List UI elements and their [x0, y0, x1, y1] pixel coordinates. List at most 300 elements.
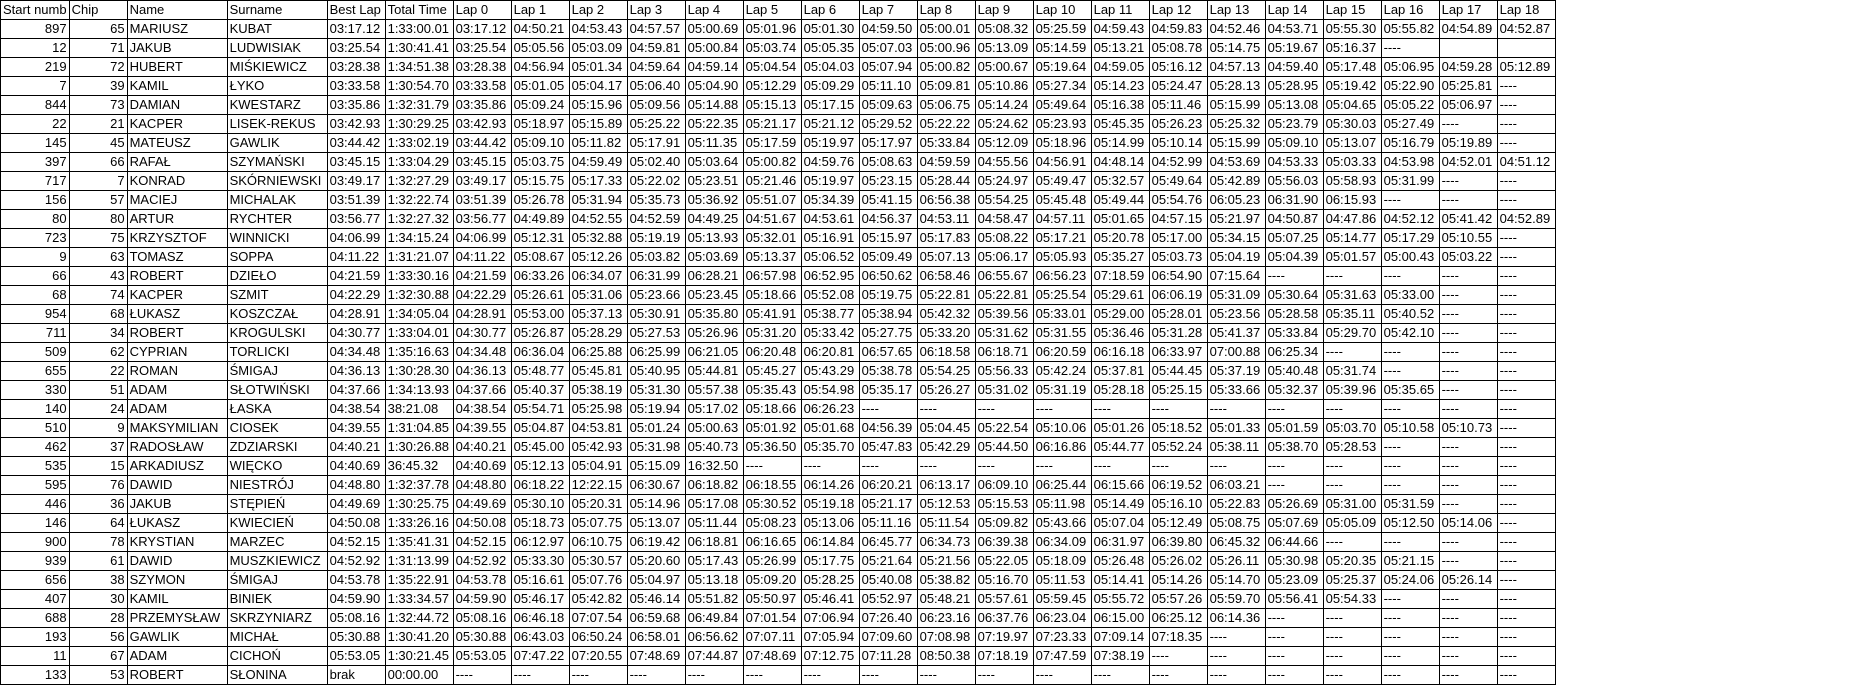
- cell-name[interactable]: KACPER: [127, 286, 227, 305]
- cell-start-number[interactable]: 897: [1, 20, 70, 39]
- cell-start-number[interactable]: 397: [1, 153, 70, 172]
- cell-lap-2[interactable]: 04:59.49: [569, 153, 627, 172]
- cell-lap-12[interactable]: ----: [1149, 457, 1207, 476]
- cell-lap-13[interactable]: 05:59.70: [1207, 590, 1265, 609]
- header-cell-lap-9[interactable]: Lap 9: [975, 1, 1033, 20]
- cell-lap-1[interactable]: 05:05.56: [511, 39, 569, 58]
- cell-lap-0[interactable]: 04:37.66: [453, 381, 511, 400]
- cell-lap-6[interactable]: 05:04.03: [801, 58, 859, 77]
- cell-lap-0[interactable]: 04:11.22: [453, 248, 511, 267]
- cell-lap-14[interactable]: ----: [1265, 476, 1323, 495]
- cell-lap-14[interactable]: 05:23.09: [1265, 571, 1323, 590]
- cell-lap-2[interactable]: 04:53.43: [569, 20, 627, 39]
- cell-lap-6[interactable]: ----: [801, 666, 859, 685]
- cell-lap-15[interactable]: 05:17.48: [1323, 58, 1381, 77]
- cell-total-time[interactable]: 1:34:13.93: [385, 381, 453, 400]
- cell-total-time[interactable]: 1:33:26.16: [385, 514, 453, 533]
- cell-lap-18[interactable]: ----: [1497, 590, 1555, 609]
- cell-lap-10[interactable]: 05:42.24: [1033, 362, 1091, 381]
- cell-lap-2[interactable]: 05:30.57: [569, 552, 627, 571]
- cell-lap-3[interactable]: 06:59.68: [627, 609, 685, 628]
- cell-lap-17[interactable]: ----: [1439, 533, 1497, 552]
- cell-name[interactable]: DAMIAN: [127, 96, 227, 115]
- cell-lap-4[interactable]: 05:13.18: [685, 571, 743, 590]
- cell-lap-13[interactable]: 05:14.75: [1207, 39, 1265, 58]
- cell-start-number[interactable]: 7: [1, 77, 70, 96]
- cell-lap-7[interactable]: 05:35.17: [859, 381, 917, 400]
- cell-lap-13[interactable]: 05:42.89: [1207, 172, 1265, 191]
- cell-total-time[interactable]: 1:32:27.32: [385, 210, 453, 229]
- cell-lap-3[interactable]: 06:19.42: [627, 533, 685, 552]
- cell-lap-4[interactable]: 04:49.25: [685, 210, 743, 229]
- cell-lap-15[interactable]: 05:19.42: [1323, 77, 1381, 96]
- header-cell-lap-6[interactable]: Lap 6: [801, 1, 859, 20]
- cell-lap-9[interactable]: 06:37.76: [975, 609, 1033, 628]
- cell-total-time[interactable]: 1:30:41.20: [385, 628, 453, 647]
- cell-total-time[interactable]: 1:35:41.31: [385, 533, 453, 552]
- cell-lap-3[interactable]: 06:30.67: [627, 476, 685, 495]
- cell-lap-1[interactable]: 05:30.10: [511, 495, 569, 514]
- cell-name[interactable]: KAMIL: [127, 77, 227, 96]
- cell-lap-6[interactable]: 05:46.41: [801, 590, 859, 609]
- cell-lap-17[interactable]: ----: [1439, 400, 1497, 419]
- cell-surname[interactable]: MARZEC: [227, 533, 327, 552]
- cell-lap-3[interactable]: 06:58.01: [627, 628, 685, 647]
- cell-lap-3[interactable]: 05:14.96: [627, 495, 685, 514]
- cell-lap-16[interactable]: ----: [1381, 476, 1439, 495]
- cell-lap-1[interactable]: 05:18.97: [511, 115, 569, 134]
- cell-lap-10[interactable]: 05:33.01: [1033, 305, 1091, 324]
- cell-name[interactable]: GAWLIK: [127, 628, 227, 647]
- cell-best-lap[interactable]: 04:38.54: [327, 400, 385, 419]
- cell-lap-10[interactable]: 05:31.55: [1033, 324, 1091, 343]
- cell-total-time[interactable]: 1:31:13.99: [385, 552, 453, 571]
- cell-total-time[interactable]: 1:32:27.29: [385, 172, 453, 191]
- cell-lap-8[interactable]: ----: [917, 400, 975, 419]
- cell-lap-13[interactable]: ----: [1207, 647, 1265, 666]
- cell-surname[interactable]: MIŚKIEWICZ: [227, 58, 327, 77]
- cell-lap-17[interactable]: ----: [1439, 115, 1497, 134]
- cell-lap-14[interactable]: 05:32.37: [1265, 381, 1323, 400]
- cell-lap-17[interactable]: 04:54.89: [1439, 20, 1497, 39]
- cell-lap-6[interactable]: 05:19.97: [801, 172, 859, 191]
- cell-chip[interactable]: 71: [69, 39, 127, 58]
- header-cell-surname[interactable]: Surname: [227, 1, 327, 20]
- cell-chip[interactable]: 34: [69, 324, 127, 343]
- cell-lap-10[interactable]: 05:17.21: [1033, 229, 1091, 248]
- cell-chip[interactable]: 37: [69, 438, 127, 457]
- cell-lap-18[interactable]: ----: [1497, 533, 1555, 552]
- cell-lap-18[interactable]: ----: [1497, 96, 1555, 115]
- cell-lap-4[interactable]: 05:04.90: [685, 77, 743, 96]
- cell-start-number[interactable]: 656: [1, 571, 70, 590]
- header-cell-lap-3[interactable]: Lap 3: [627, 1, 685, 20]
- cell-chip[interactable]: 39: [69, 77, 127, 96]
- cell-lap-9[interactable]: 06:55.67: [975, 267, 1033, 286]
- cell-total-time[interactable]: 1:30:26.88: [385, 438, 453, 457]
- cell-best-lap[interactable]: 04:30.77: [327, 324, 385, 343]
- cell-lap-9[interactable]: 05:44.50: [975, 438, 1033, 457]
- cell-lap-4[interactable]: 06:18.81: [685, 533, 743, 552]
- cell-lap-9[interactable]: 05:39.56: [975, 305, 1033, 324]
- cell-lap-14[interactable]: 05:56.03: [1265, 172, 1323, 191]
- cell-lap-12[interactable]: 06:19.52: [1149, 476, 1207, 495]
- cell-lap-11[interactable]: 05:32.57: [1091, 172, 1149, 191]
- cell-best-lap[interactable]: 04:40.69: [327, 457, 385, 476]
- cell-lap-3[interactable]: 04:52.59: [627, 210, 685, 229]
- cell-lap-5[interactable]: 05:32.01: [743, 229, 801, 248]
- cell-lap-5[interactable]: 05:30.52: [743, 495, 801, 514]
- cell-lap-5[interactable]: 05:45.27: [743, 362, 801, 381]
- cell-lap-12[interactable]: 05:10.14: [1149, 134, 1207, 153]
- cell-lap-4[interactable]: 05:00.84: [685, 39, 743, 58]
- cell-lap-4[interactable]: ----: [685, 666, 743, 685]
- cell-lap-11[interactable]: 06:15.66: [1091, 476, 1149, 495]
- header-cell-chip[interactable]: Chip: [69, 1, 127, 20]
- cell-lap-10[interactable]: 05:27.34: [1033, 77, 1091, 96]
- cell-lap-7[interactable]: 05:38.78: [859, 362, 917, 381]
- cell-lap-11[interactable]: 05:01.26: [1091, 419, 1149, 438]
- cell-best-lap[interactable]: 04:53.78: [327, 571, 385, 590]
- cell-chip[interactable]: 72: [69, 58, 127, 77]
- cell-lap-15[interactable]: 05:03.70: [1323, 419, 1381, 438]
- cell-chip[interactable]: 57: [69, 191, 127, 210]
- cell-lap-9[interactable]: 05:56.33: [975, 362, 1033, 381]
- cell-total-time[interactable]: 00:00.00: [385, 666, 453, 685]
- cell-lap-10[interactable]: ----: [1033, 666, 1091, 685]
- cell-lap-4[interactable]: 05:40.73: [685, 438, 743, 457]
- cell-lap-13[interactable]: 05:23.56: [1207, 305, 1265, 324]
- cell-lap-7[interactable]: 06:20.21: [859, 476, 917, 495]
- cell-lap-1[interactable]: 05:26.87: [511, 324, 569, 343]
- cell-lap-16[interactable]: ----: [1381, 647, 1439, 666]
- cell-lap-12[interactable]: 05:18.52: [1149, 419, 1207, 438]
- cell-start-number[interactable]: 954: [1, 305, 70, 324]
- cell-lap-14[interactable]: 05:07.69: [1265, 514, 1323, 533]
- cell-lap-15[interactable]: 05:39.96: [1323, 381, 1381, 400]
- cell-lap-4[interactable]: 06:21.05: [685, 343, 743, 362]
- header-cell-lap-14[interactable]: Lap 14: [1265, 1, 1323, 20]
- cell-chip[interactable]: 36: [69, 495, 127, 514]
- cell-lap-1[interactable]: 06:46.18: [511, 609, 569, 628]
- cell-lap-0[interactable]: 04:30.77: [453, 324, 511, 343]
- cell-surname[interactable]: DZIEŁO: [227, 267, 327, 286]
- cell-lap-13[interactable]: 05:08.75: [1207, 514, 1265, 533]
- cell-lap-11[interactable]: 05:37.81: [1091, 362, 1149, 381]
- cell-lap-17[interactable]: ----: [1439, 381, 1497, 400]
- cell-lap-16[interactable]: ----: [1381, 666, 1439, 685]
- cell-chip[interactable]: 56: [69, 628, 127, 647]
- header-cell-lap-11[interactable]: Lap 11: [1091, 1, 1149, 20]
- cell-lap-12[interactable]: 05:24.47: [1149, 77, 1207, 96]
- cell-best-lap[interactable]: 05:08.16: [327, 609, 385, 628]
- cell-lap-12[interactable]: 05:26.02: [1149, 552, 1207, 571]
- cell-lap-7[interactable]: 07:09.60: [859, 628, 917, 647]
- cell-lap-2[interactable]: 05:45.81: [569, 362, 627, 381]
- cell-lap-7[interactable]: 04:59.50: [859, 20, 917, 39]
- cell-lap-13[interactable]: 05:15.99: [1207, 96, 1265, 115]
- cell-lap-15[interactable]: 05:55.30: [1323, 20, 1381, 39]
- cell-lap-15[interactable]: 05:20.35: [1323, 552, 1381, 571]
- cell-lap-6[interactable]: 05:17.75: [801, 552, 859, 571]
- cell-lap-10[interactable]: 06:25.44: [1033, 476, 1091, 495]
- cell-lap-11[interactable]: 05:49.44: [1091, 191, 1149, 210]
- cell-total-time[interactable]: 1:32:22.74: [385, 191, 453, 210]
- cell-surname[interactable]: SOPPA: [227, 248, 327, 267]
- cell-lap-4[interactable]: 05:51.82: [685, 590, 743, 609]
- header-cell-lap-8[interactable]: Lap 8: [917, 1, 975, 20]
- cell-lap-12[interactable]: ----: [1149, 666, 1207, 685]
- cell-lap-0[interactable]: 03:51.39: [453, 191, 511, 210]
- cell-start-number[interactable]: 140: [1, 400, 70, 419]
- cell-lap-14[interactable]: 04:59.40: [1265, 58, 1323, 77]
- cell-lap-16[interactable]: 05:55.82: [1381, 20, 1439, 39]
- cell-start-number[interactable]: 655: [1, 362, 70, 381]
- cell-lap-9[interactable]: 07:18.19: [975, 647, 1033, 666]
- cell-lap-1[interactable]: 05:09.24: [511, 96, 569, 115]
- cell-best-lap[interactable]: 04:50.08: [327, 514, 385, 533]
- cell-lap-10[interactable]: ----: [1033, 400, 1091, 419]
- cell-lap-2[interactable]: 05:12.26: [569, 248, 627, 267]
- cell-lap-5[interactable]: 05:15.13: [743, 96, 801, 115]
- cell-lap-1[interactable]: 06:36.04: [511, 343, 569, 362]
- cell-lap-8[interactable]: 06:18.58: [917, 343, 975, 362]
- cell-start-number[interactable]: 11: [1, 647, 70, 666]
- cell-lap-0[interactable]: 05:08.16: [453, 609, 511, 628]
- cell-lap-10[interactable]: 06:56.23: [1033, 267, 1091, 286]
- cell-lap-6[interactable]: 05:33.42: [801, 324, 859, 343]
- cell-lap-10[interactable]: 04:57.11: [1033, 210, 1091, 229]
- cell-lap-3[interactable]: 05:19.19: [627, 229, 685, 248]
- cell-lap-15[interactable]: ----: [1323, 343, 1381, 362]
- cell-lap-17[interactable]: ----: [1439, 191, 1497, 210]
- cell-chip[interactable]: 30: [69, 590, 127, 609]
- cell-lap-5[interactable]: 06:18.55: [743, 476, 801, 495]
- cell-name[interactable]: MATEUSZ: [127, 134, 227, 153]
- cell-lap-6[interactable]: 06:52.95: [801, 267, 859, 286]
- cell-lap-13[interactable]: 06:14.36: [1207, 609, 1265, 628]
- cell-name[interactable]: KRYSTIAN: [127, 533, 227, 552]
- cell-lap-8[interactable]: 05:38.82: [917, 571, 975, 590]
- cell-lap-8[interactable]: 06:56.38: [917, 191, 975, 210]
- cell-lap-15[interactable]: 05:04.65: [1323, 96, 1381, 115]
- cell-lap-12[interactable]: 05:28.01: [1149, 305, 1207, 324]
- cell-surname[interactable]: MICHALAK: [227, 191, 327, 210]
- cell-lap-0[interactable]: 04:52.15: [453, 533, 511, 552]
- cell-lap-15[interactable]: ----: [1323, 647, 1381, 666]
- cell-lap-1[interactable]: 04:49.89: [511, 210, 569, 229]
- cell-lap-2[interactable]: 06:34.07: [569, 267, 627, 286]
- cell-lap-2[interactable]: 05:07.76: [569, 571, 627, 590]
- cell-lap-9[interactable]: 05:12.09: [975, 134, 1033, 153]
- cell-lap-18[interactable]: ----: [1497, 229, 1555, 248]
- cell-lap-8[interactable]: 06:13.17: [917, 476, 975, 495]
- cell-chip[interactable]: 28: [69, 609, 127, 628]
- cell-chip[interactable]: 7: [69, 172, 127, 191]
- cell-lap-18[interactable]: ----: [1497, 381, 1555, 400]
- cell-lap-9[interactable]: 05:15.53: [975, 495, 1033, 514]
- cell-lap-18[interactable]: ----: [1497, 324, 1555, 343]
- cell-total-time[interactable]: 1:33:30.16: [385, 267, 453, 286]
- cell-lap-14[interactable]: ----: [1265, 628, 1323, 647]
- cell-lap-10[interactable]: 05:49.64: [1033, 96, 1091, 115]
- cell-lap-14[interactable]: ----: [1265, 647, 1323, 666]
- cell-lap-7[interactable]: 05:41.15: [859, 191, 917, 210]
- cell-lap-4[interactable]: 05:17.43: [685, 552, 743, 571]
- cell-lap-7[interactable]: 05:08.63: [859, 153, 917, 172]
- cell-lap-12[interactable]: 05:16.10: [1149, 495, 1207, 514]
- cell-lap-15[interactable]: ----: [1323, 628, 1381, 647]
- cell-best-lap[interactable]: 04:52.15: [327, 533, 385, 552]
- cell-lap-12[interactable]: 06:06.19: [1149, 286, 1207, 305]
- cell-lap-8[interactable]: 05:22.81: [917, 286, 975, 305]
- cell-lap-6[interactable]: 05:13.06: [801, 514, 859, 533]
- cell-best-lap[interactable]: 05:30.88: [327, 628, 385, 647]
- cell-lap-2[interactable]: 06:50.24: [569, 628, 627, 647]
- cell-start-number[interactable]: 68: [1, 286, 70, 305]
- cell-lap-2[interactable]: 05:15.89: [569, 115, 627, 134]
- cell-surname[interactable]: ŁYKO: [227, 77, 327, 96]
- cell-lap-9[interactable]: 05:16.70: [975, 571, 1033, 590]
- cell-lap-13[interactable]: 06:45.32: [1207, 533, 1265, 552]
- cell-lap-14[interactable]: 05:19.67: [1265, 39, 1323, 58]
- cell-lap-16[interactable]: 05:31.59: [1381, 495, 1439, 514]
- cell-name[interactable]: ARTUR: [127, 210, 227, 229]
- cell-lap-9[interactable]: 06:39.38: [975, 533, 1033, 552]
- cell-lap-6[interactable]: 05:09.29: [801, 77, 859, 96]
- cell-total-time[interactable]: 1:35:16.63: [385, 343, 453, 362]
- cell-lap-8[interactable]: 04:53.11: [917, 210, 975, 229]
- cell-lap-2[interactable]: 04:52.55: [569, 210, 627, 229]
- cell-lap-16[interactable]: 05:16.79: [1381, 134, 1439, 153]
- cell-surname[interactable]: CIOSEK: [227, 419, 327, 438]
- cell-lap-3[interactable]: 05:03.82: [627, 248, 685, 267]
- cell-lap-13[interactable]: ----: [1207, 400, 1265, 419]
- cell-start-number[interactable]: 711: [1, 324, 70, 343]
- header-cell-lap-0[interactable]: Lap 0: [453, 1, 511, 20]
- cell-surname[interactable]: MUSZKIEWICZ: [227, 552, 327, 571]
- cell-chip[interactable]: 67: [69, 647, 127, 666]
- cell-lap-18[interactable]: ----: [1497, 514, 1555, 533]
- cell-lap-10[interactable]: 05:18.96: [1033, 134, 1091, 153]
- cell-lap-17[interactable]: 05:14.06: [1439, 514, 1497, 533]
- cell-lap-13[interactable]: ----: [1207, 457, 1265, 476]
- cell-lap-4[interactable]: 05:35.80: [685, 305, 743, 324]
- cell-lap-10[interactable]: 05:23.93: [1033, 115, 1091, 134]
- header-cell-lap-12[interactable]: Lap 12: [1149, 1, 1207, 20]
- cell-lap-3[interactable]: 05:01.24: [627, 419, 685, 438]
- cell-lap-2[interactable]: 05:28.29: [569, 324, 627, 343]
- cell-lap-14[interactable]: 05:26.69: [1265, 495, 1323, 514]
- cell-lap-15[interactable]: 05:13.07: [1323, 134, 1381, 153]
- cell-lap-14[interactable]: 05:07.25: [1265, 229, 1323, 248]
- cell-lap-2[interactable]: ----: [569, 666, 627, 685]
- cell-lap-4[interactable]: 05:13.93: [685, 229, 743, 248]
- cell-lap-11[interactable]: 06:16.18: [1091, 343, 1149, 362]
- cell-lap-2[interactable]: 05:20.31: [569, 495, 627, 514]
- cell-lap-17[interactable]: ----: [1439, 362, 1497, 381]
- cell-lap-18[interactable]: ----: [1497, 191, 1555, 210]
- cell-total-time[interactable]: 1:32:44.72: [385, 609, 453, 628]
- cell-surname[interactable]: STĘPIEŃ: [227, 495, 327, 514]
- cell-total-time[interactable]: 1:32:30.88: [385, 286, 453, 305]
- cell-surname[interactable]: SŁOTWIŃSKI: [227, 381, 327, 400]
- cell-name[interactable]: RADOSŁAW: [127, 438, 227, 457]
- cell-lap-15[interactable]: 05:31.63: [1323, 286, 1381, 305]
- cell-lap-1[interactable]: 05:12.31: [511, 229, 569, 248]
- cell-lap-3[interactable]: 05:17.91: [627, 134, 685, 153]
- cell-best-lap[interactable]: 03:28.38: [327, 58, 385, 77]
- cell-lap-18[interactable]: ----: [1497, 134, 1555, 153]
- cell-lap-2[interactable]: 05:37.13: [569, 305, 627, 324]
- cell-lap-18[interactable]: ----: [1497, 571, 1555, 590]
- cell-lap-12[interactable]: 06:25.12: [1149, 609, 1207, 628]
- cell-lap-9[interactable]: 07:19.97: [975, 628, 1033, 647]
- cell-lap-15[interactable]: ----: [1323, 476, 1381, 495]
- cell-start-number[interactable]: 80: [1, 210, 70, 229]
- cell-lap-1[interactable]: 05:08.67: [511, 248, 569, 267]
- cell-lap-2[interactable]: 06:25.88: [569, 343, 627, 362]
- cell-chip[interactable]: 78: [69, 533, 127, 552]
- cell-lap-3[interactable]: 05:09.56: [627, 96, 685, 115]
- cell-lap-16[interactable]: 05:40.52: [1381, 305, 1439, 324]
- cell-lap-4[interactable]: 05:57.38: [685, 381, 743, 400]
- cell-lap-2[interactable]: 05:01.34: [569, 58, 627, 77]
- cell-lap-11[interactable]: 05:36.46: [1091, 324, 1149, 343]
- cell-chip[interactable]: 80: [69, 210, 127, 229]
- cell-lap-4[interactable]: 16:32.50: [685, 457, 743, 476]
- cell-lap-18[interactable]: ----: [1497, 400, 1555, 419]
- cell-surname[interactable]: SŁONINA: [227, 666, 327, 685]
- cell-name[interactable]: ADAM: [127, 647, 227, 666]
- cell-lap-1[interactable]: 06:12.97: [511, 533, 569, 552]
- cell-lap-1[interactable]: 05:45.00: [511, 438, 569, 457]
- cell-lap-4[interactable]: 06:18.82: [685, 476, 743, 495]
- cell-total-time[interactable]: 1:33:02.19: [385, 134, 453, 153]
- cell-lap-0[interactable]: 05:30.88: [453, 628, 511, 647]
- cell-name[interactable]: PRZEMYSŁAW: [127, 609, 227, 628]
- cell-lap-2[interactable]: 12:22.15: [569, 476, 627, 495]
- cell-lap-7[interactable]: 05:38.94: [859, 305, 917, 324]
- cell-lap-11[interactable]: 05:14.49: [1091, 495, 1149, 514]
- cell-lap-5[interactable]: 05:18.66: [743, 286, 801, 305]
- cell-lap-17[interactable]: ----: [1439, 590, 1497, 609]
- cell-lap-10[interactable]: 05:18.09: [1033, 552, 1091, 571]
- cell-lap-12[interactable]: 05:54.76: [1149, 191, 1207, 210]
- cell-lap-13[interactable]: 05:41.37: [1207, 324, 1265, 343]
- cell-total-time[interactable]: 1:33:04.01: [385, 324, 453, 343]
- cell-lap-6[interactable]: 07:05.94: [801, 628, 859, 647]
- cell-lap-18[interactable]: ----: [1497, 552, 1555, 571]
- cell-lap-18[interactable]: ----: [1497, 609, 1555, 628]
- cell-lap-0[interactable]: 04:39.55: [453, 419, 511, 438]
- cell-best-lap[interactable]: 04:49.69: [327, 495, 385, 514]
- cell-lap-1[interactable]: 05:54.71: [511, 400, 569, 419]
- header-cell-lap-17[interactable]: Lap 17: [1439, 1, 1497, 20]
- cell-name[interactable]: MAKSYMILIAN: [127, 419, 227, 438]
- cell-lap-10[interactable]: 05:25.59: [1033, 20, 1091, 39]
- cell-start-number[interactable]: 535: [1, 457, 70, 476]
- cell-name[interactable]: ADAM: [127, 381, 227, 400]
- cell-lap-9[interactable]: 05:06.17: [975, 248, 1033, 267]
- cell-lap-1[interactable]: 07:47.22: [511, 647, 569, 666]
- cell-lap-12[interactable]: 05:57.26: [1149, 590, 1207, 609]
- cell-name[interactable]: KONRAD: [127, 172, 227, 191]
- cell-best-lap[interactable]: 04:36.13: [327, 362, 385, 381]
- cell-lap-16[interactable]: 05:10.58: [1381, 419, 1439, 438]
- cell-surname[interactable]: WINNICKI: [227, 229, 327, 248]
- cell-total-time[interactable]: 36:45.32: [385, 457, 453, 476]
